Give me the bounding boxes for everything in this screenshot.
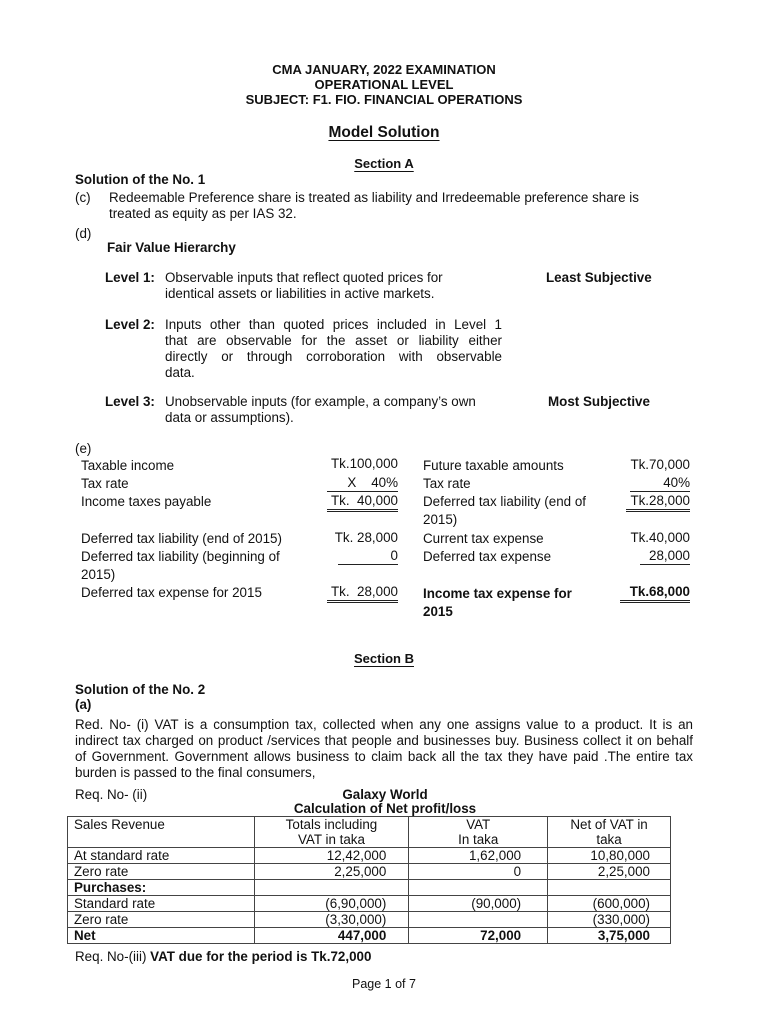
row-label: 2015): [81, 567, 116, 582]
row-value: Tk. 28,000: [334, 530, 398, 545]
cell: Zero rate: [68, 864, 255, 880]
company-name: Galaxy World: [342, 787, 428, 802]
header-cell: Net of VAT in taka: [548, 817, 671, 848]
table-row: [68, 864, 671, 880]
row-label: Current tax expense: [423, 531, 544, 546]
item-e-label: (e): [75, 441, 92, 456]
subject-title: SUBJECT: F1. FIO. FINANCIAL OPERATIONS: [245, 92, 523, 107]
row-value: 40%: [630, 475, 690, 492]
table-row-net: [68, 928, 671, 944]
level-2-label: Level 2:: [105, 317, 155, 332]
level-1-text: Observable inputs that reflect quoted prices for: [165, 270, 443, 285]
section-a-heading: Section A: [354, 156, 414, 171]
item-d-label: (d): [75, 226, 92, 241]
table-title: Calculation of Net profit/loss: [293, 801, 477, 816]
cell: (3,30,000): [254, 912, 409, 928]
vat-calculation-table: [67, 816, 671, 944]
cell: 12,42,000: [254, 848, 409, 864]
cell: Zero rate: [68, 912, 255, 928]
level-3-text: Unobservable inputs (for example, a company’s own: [165, 394, 476, 409]
table-header-row: [68, 817, 671, 848]
header-cell: Sales Revenue: [68, 817, 255, 848]
cell: Purchases:: [68, 880, 255, 896]
solution-2-heading: Solution of the No. 2: [75, 682, 206, 697]
level-3-text: data or assumptions).: [165, 410, 294, 425]
row-label: 2015): [423, 512, 458, 527]
row-label: Deferred tax liability (end of: [423, 494, 586, 509]
cell: 2,25,000: [548, 864, 671, 880]
cell: [254, 880, 409, 896]
level-1-text: identical assets or liabilities in active markets.: [165, 286, 435, 301]
row-value: Tk.100,000: [331, 456, 398, 471]
page-number: Page 1 of 7: [352, 977, 416, 991]
cell: [548, 880, 671, 896]
row-label: Tax rate: [423, 476, 471, 491]
row-value: 28,000: [640, 548, 690, 565]
req-iii: [75, 949, 371, 965]
cell: 3,75,000: [548, 928, 671, 944]
cell: 72,000: [409, 928, 548, 944]
vat-definition-paragraph: Red. No- (i) VAT is a consumption tax, collected when any one assigns value to a product. It is an indirect tax charged on product /services that people and businesses buy. Business collect it on behalf of Government. Government allows business to claim back all the tax they have paid .The entire tax burden is passed to the final consumers,: [75, 717, 693, 780]
table-row: [68, 896, 671, 912]
cell: (330,000): [548, 912, 671, 928]
level-3-label: Level 3:: [105, 394, 155, 409]
cell: 0: [409, 864, 548, 880]
cell: 10,80,000: [548, 848, 671, 864]
income-tax-expense-value: Tk.68,000: [620, 584, 690, 603]
cell: (600,000): [548, 896, 671, 912]
req-iii-label: Req. No-(iii): [75, 949, 147, 964]
section-b-heading: Section B: [354, 651, 414, 666]
cell: At standard rate: [68, 848, 255, 864]
row-value: Tk. 40,000: [327, 493, 398, 512]
most-subjective-label: Most Subjective: [548, 394, 650, 409]
row-value: Tk. 28,000: [327, 584, 398, 603]
level-1-label: Level 1:: [105, 270, 155, 285]
header-cell: VAT In taka: [409, 817, 548, 848]
income-tax-expense-label: 2015: [423, 604, 453, 619]
vat-due-statement: VAT due for the period is Tk.72,000: [150, 949, 372, 964]
part-a-label: (a): [75, 697, 92, 712]
cell: 447,000: [254, 928, 409, 944]
row-label: Deferred tax expense for 2015: [81, 585, 262, 600]
level-title: OPERATIONAL LEVEL: [314, 77, 454, 92]
level-2-text: directly or through corroboration with observable: [165, 349, 502, 364]
row-label: Deferred tax expense: [423, 549, 552, 564]
least-subjective-label: Least Subjective: [546, 270, 652, 285]
row-label: Future taxable amounts: [423, 458, 564, 473]
table-row: [68, 880, 671, 896]
table-row: [68, 848, 671, 864]
row-label: Income taxes payable: [81, 494, 212, 509]
item-c-text-1: Redeemable Preference share is treated as liability and Irredeemable preference share is: [109, 190, 639, 205]
row-value: X 40%: [327, 475, 398, 492]
item-c-label: (c): [75, 190, 91, 205]
cell: 2,25,000: [254, 864, 409, 880]
cell: (6,90,000): [254, 896, 409, 912]
row-label: Tax rate: [81, 476, 129, 491]
cell: 1,62,000: [409, 848, 548, 864]
cell: [409, 880, 548, 896]
row-label: Deferred tax liability (beginning of: [81, 549, 280, 564]
income-tax-expense-label: Income tax expense for: [423, 586, 572, 601]
page-title: Model Solution: [328, 124, 440, 141]
solution-1-heading: Solution of the No. 1: [75, 172, 206, 187]
row-label: Deferred tax liability (end of 2015): [81, 531, 282, 546]
row-value: 0: [338, 548, 398, 565]
cell: Net: [68, 928, 255, 944]
cell: (90,000): [409, 896, 548, 912]
row-value: Tk.70,000: [630, 457, 690, 472]
fair-value-heading: Fair Value Hierarchy: [107, 240, 236, 255]
level-2-text: Inputs other than quoted prices included in Level 1: [165, 317, 502, 332]
item-c-text-2: treated as equity as per IAS 32.: [109, 206, 297, 221]
cell: Standard rate: [68, 896, 255, 912]
row-label: Taxable income: [81, 458, 175, 473]
exam-title: CMA JANUARY, 2022 EXAMINATION: [272, 62, 496, 77]
level-2-text: data.: [165, 365, 195, 380]
level-2-text: that are observable for the asset or liability either: [165, 333, 502, 348]
table-row: [68, 912, 671, 928]
header-cell: Totals including VAT in taka: [254, 817, 409, 848]
req-ii-label: Req. No- (ii): [75, 787, 148, 802]
cell: [409, 912, 548, 928]
row-value: Tk.40,000: [630, 530, 690, 545]
row-value: Tk.28,000: [626, 493, 690, 512]
